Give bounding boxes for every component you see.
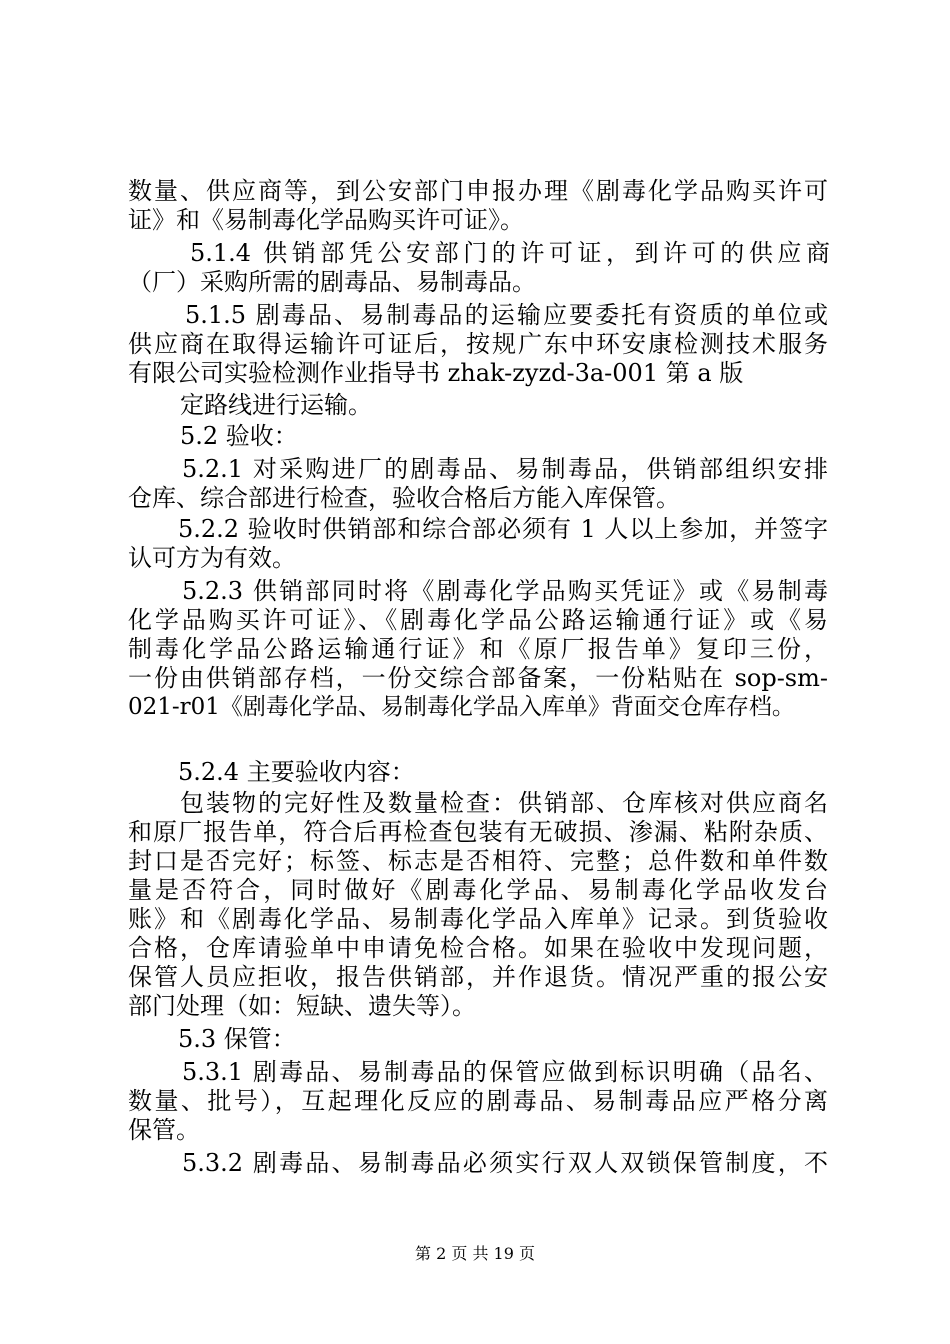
text-line: 部门处理（如：短缺、遗失等）。 bbox=[128, 992, 476, 1020]
text-line: 定路线进行运输。 bbox=[180, 391, 372, 419]
text-line: 化学品购买许可证》、《剧毒化学品公路运输通行证》或《易 bbox=[128, 606, 828, 634]
text-line: 保管人员应拒收，报告供销部，并作退货。情况严重的报公安 bbox=[128, 963, 828, 991]
section-heading: 5.2.4 主要验收内容： bbox=[178, 758, 415, 786]
text-line: 合格，仓库请验单中申请免检合格。如果在验收中发现问题， bbox=[128, 934, 828, 962]
text-line: 量是否符合，同时做好《剧毒化学品、易制毒化学品收发台 bbox=[128, 876, 828, 904]
text-line: 5.3.1 剧毒品、易制毒品的保管应做到标识明确（品名、 bbox=[182, 1058, 828, 1086]
text-line: 5.1.5 剧毒品、易制毒品的运输应要委托有资质的单位或 bbox=[185, 301, 828, 329]
text-line: 021-r01《剧毒化学品、易制毒化学品入库单》背面交仓库存档。 bbox=[128, 694, 795, 720]
text-line: 5.3.2 剧毒品、易制毒品必须实行双人双锁保管制度，不 bbox=[182, 1149, 828, 1177]
text-line: 5.2.1 对采购进厂的剧毒品、易制毒品，供销部组织安排 bbox=[182, 455, 828, 483]
text-line: 数量、供应商等，到公安部门申报办理《剧毒化学品购买许可 bbox=[128, 177, 828, 205]
text-line: 仓库、综合部进行检查，验收合格后方能入库保管。 bbox=[128, 484, 680, 512]
text-line: 5.2.3 供销部同时将《剧毒化学品购买凭证》或《易制毒 bbox=[182, 577, 828, 605]
text-line: 制毒化学品公路运输通行证》和《原厂报告单》复印三份， bbox=[128, 635, 828, 663]
text-line: 证》和《易制毒化学品购买许可证》。 bbox=[128, 206, 524, 234]
text-line: （厂）采购所需的剧毒品、易制毒品。 bbox=[128, 268, 536, 296]
text-line: 5.1.4 供销部凭公安部门的许可证，到许可的供应商 bbox=[190, 239, 830, 267]
text-line: 有限公司实验检测作业指导书 zhak-zyzd-3a-001 第 a 版 bbox=[128, 359, 744, 387]
text-line: 数量、批号），互起理化反应的剧毒品、易制毒品应严格分离 bbox=[128, 1087, 828, 1115]
text-line: 认可方为有效。 bbox=[128, 544, 296, 572]
text-line: 一份由供销部存档，一份交综合部备案，一份粘贴在 sop-sm- bbox=[128, 664, 828, 692]
text-line: 供应商在取得运输许可证后，按规广东中环安康检测技术服务 bbox=[128, 330, 828, 358]
text-line: 账》和《剧毒化学品、易制毒化学品入库单》记录。到货验收 bbox=[128, 905, 828, 933]
text-line: 包装物的完好性及数量检查：供销部、仓库核对供应商名 bbox=[180, 789, 828, 817]
page-footer: 第 2 页 共 19 页 bbox=[415, 1244, 535, 1263]
section-heading: 5.3 保管： bbox=[178, 1025, 296, 1053]
section-heading: 5.2 验收： bbox=[180, 422, 298, 450]
text-line: 5.2.2 验收时供销部和综合部必须有 1 人以上参加，并签字 bbox=[178, 515, 828, 543]
text-line: 和原厂报告单，符合后再检查包装有无破损、渗漏、粘附杂质、 bbox=[128, 818, 828, 846]
text-line: 封口是否完好；标签、标志是否相符、完整；总件数和单件数 bbox=[128, 847, 828, 875]
text-line: 保管。 bbox=[128, 1116, 200, 1144]
